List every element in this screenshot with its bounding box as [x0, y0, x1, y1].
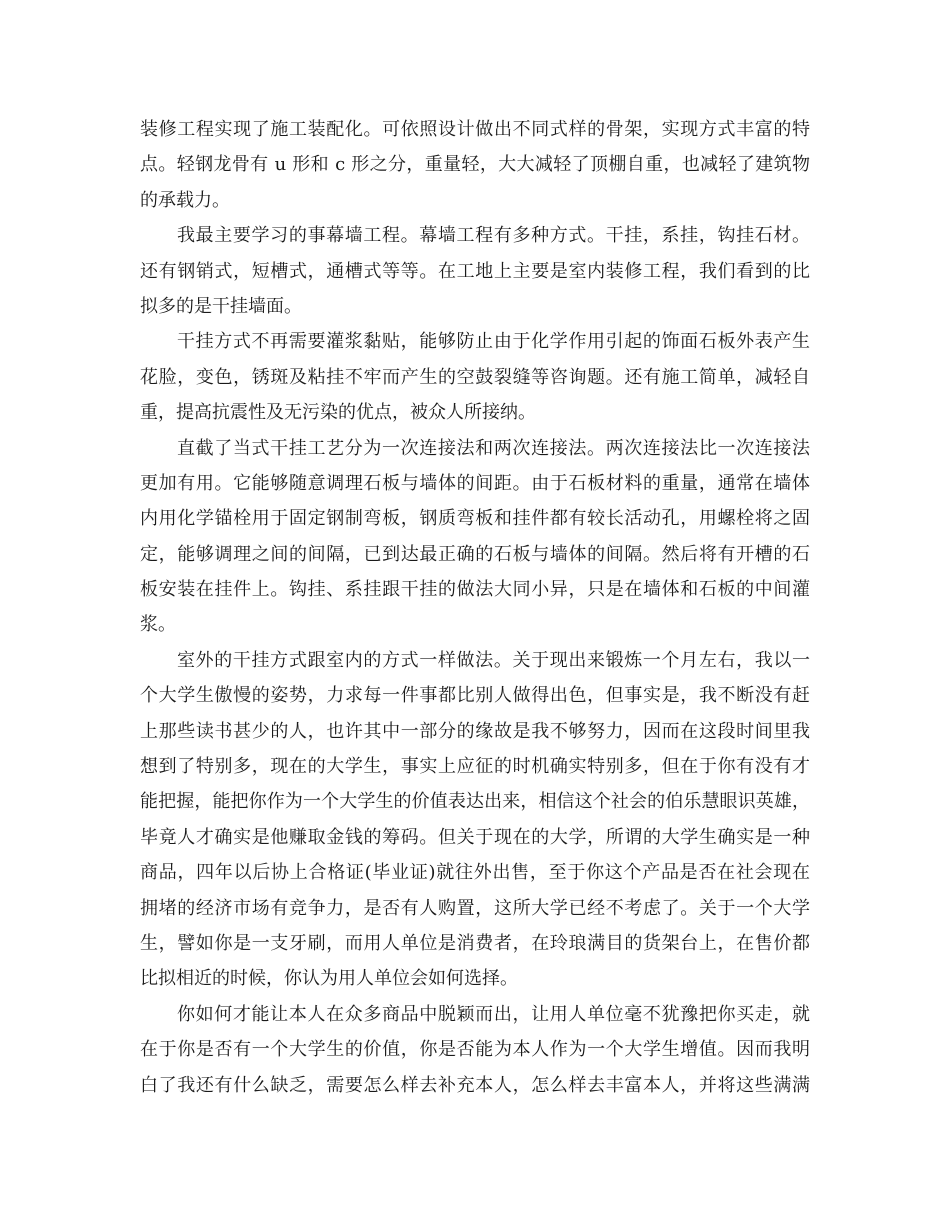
paragraph-6 — [140, 997, 810, 1103]
text-line: 个大学生傲慢的姿势，力求每一件事都比别人做得出色，但事实是，我不断没有赶 — [140, 685, 810, 707]
text-line: 板安装在挂件上。钩挂、系挂跟干挂的做法大同小异，只是在墙体和石板的中间灌 — [140, 579, 810, 601]
text-line: 比拟相近的时候，你认为用人单位会如何选择。 — [140, 968, 518, 990]
text-line: 点。轻钢龙骨有 u 形和 c 形之分，重量轻，大大减轻了顶棚自重，也减轻了建筑物 — [140, 154, 810, 176]
text-line: 内用化学锚栓用于固定钢制弯板，钢质弯板和挂件都有较长活动孔，用螺栓将之固 — [140, 508, 810, 530]
text-line: 在于你是否有一个大学生的价值，你是否能为本人作为一个大学生增值。因而我明 — [140, 1039, 810, 1061]
text-line: 上那些读书甚少的人，也许其中一部分的缘故是我不够努力，因而在这段时间里我 — [140, 720, 810, 742]
text-line: 生，譬如你是一支牙刷，而用人单位是消费者，在玲琅满目的货架台上，在售价都 — [140, 932, 810, 954]
text-line: 更加有用。它能够随意调理石板与墙体的间距。由于石板材料的重量，通常在墙体 — [140, 472, 810, 494]
paragraph-4 — [140, 431, 810, 643]
text-line: 我最主要学习的事幕墙工程。幕墙工程有多种方式。干挂，系挂，钩挂石材。 — [177, 225, 810, 247]
text-line: 室外的干挂方式跟室内的方式一样做法。关于现出来锻炼一个月左右，我以一 — [177, 649, 810, 671]
paragraph-3 — [140, 324, 810, 430]
text-line: 花脸，变色，锈斑及粘挂不牢而产生的空鼓裂缝等咨询题。还有施工简单，减轻自 — [140, 366, 810, 388]
paragraph-1 — [140, 112, 810, 218]
text-line: 浆。 — [140, 614, 176, 636]
text-line: 毕竟人才确实是他赚取金钱的筹码。但关于现在的大学，所谓的大学生确实是一种 — [140, 826, 810, 848]
text-line: 还有钢销式，短槽式，通槽式等等。在工地上主要是室内装修工程，我们看到的比 — [140, 260, 810, 282]
text-line: 干挂方式不再需要灌浆黏贴，能够防止由于化学作用引起的饰面石板外表产生 — [177, 331, 810, 353]
text-line: 能把握，能把你作为一个大学生的价值表达出来，相信这个社会的伯乐慧眼识英雄， — [140, 791, 810, 813]
document-body — [140, 112, 810, 1103]
text-line: 商品，四年以后协上合格证(毕业证)就往外出售，至于你这个产品是否在社会现在 — [140, 862, 810, 884]
text-line: 定，能够调理之间的间隔，已到达最正确的石板与墙体的间隔。然后将有开槽的石 — [140, 543, 810, 565]
paragraph-5 — [140, 643, 810, 997]
text-line: 白了我还有什么缺乏，需要怎么样去补充本人，怎么样去丰富本人，并将这些满满 — [140, 1074, 810, 1096]
text-line: 的承载力。 — [140, 189, 230, 211]
text-line: 直截了当式干挂工艺分为一次连接法和两次连接法。两次连接法比一次连接法 — [177, 437, 810, 459]
text-line: 重，提高抗震性及无污染的优点，被众人所接纳。 — [140, 402, 536, 424]
text-line: 你如何才能让本人在众多商品中脱颖而出，让用人单位毫不犹豫把你买走，就 — [177, 1003, 810, 1025]
text-line: 想到了特别多，现在的大学生，事实上应征的时机确实特别多，但在于你有没有才 — [140, 756, 810, 778]
text-line: 拥堵的经济市场有竞争力，是否有人购置，这所大学已经不考虑了。关于一个大学 — [140, 897, 810, 919]
text-line: 装修工程实现了施工装配化。可依照设计做出不同式样的骨架，实现方式丰富的特 — [140, 119, 810, 140]
text-line: 拟多的是干挂墙面。 — [140, 295, 302, 317]
paragraph-2 — [140, 218, 810, 324]
